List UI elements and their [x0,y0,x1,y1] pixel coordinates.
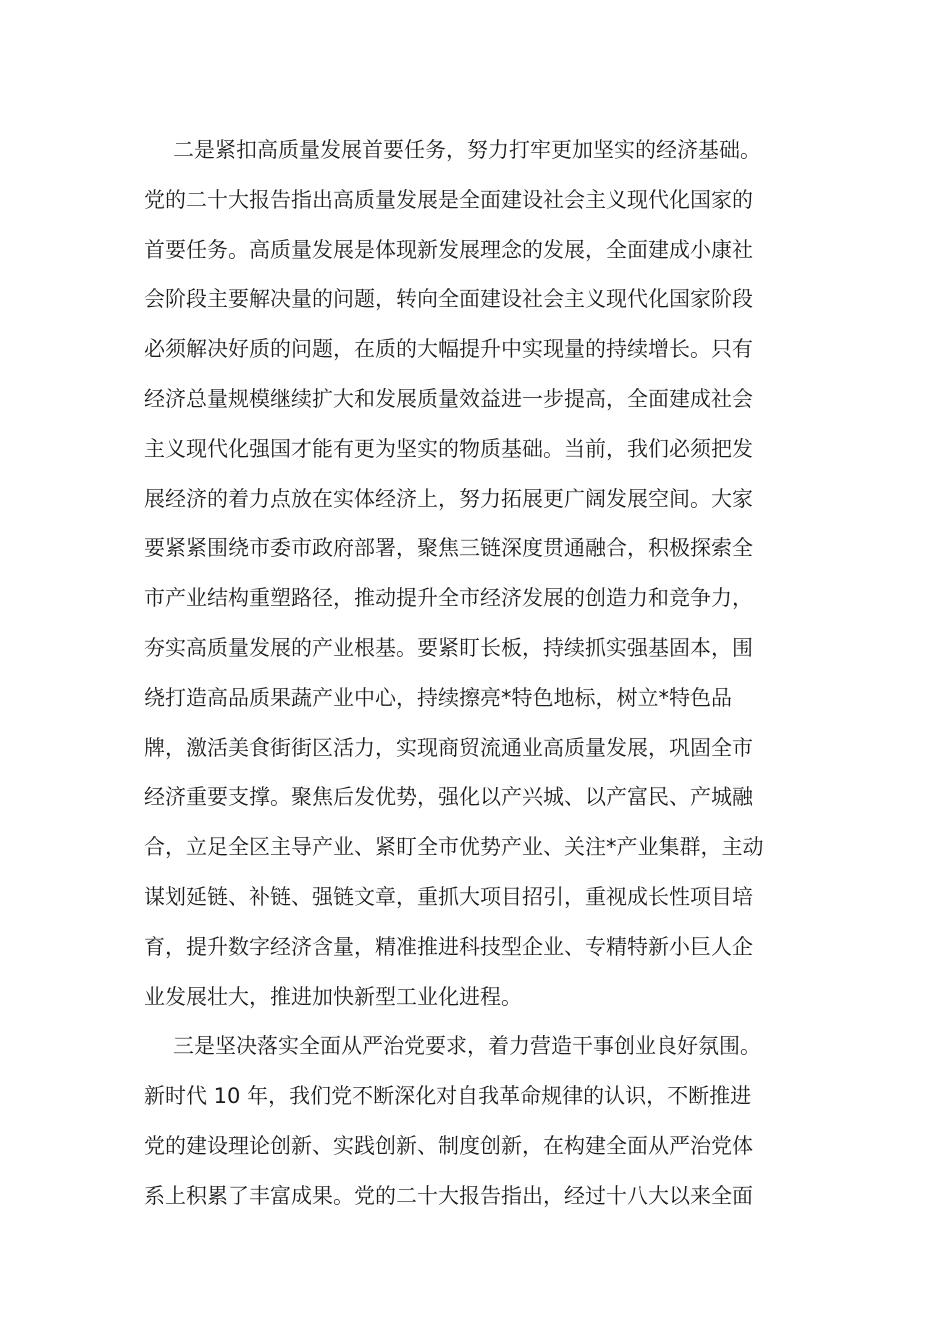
paragraph-line: 育，提升数字经济含量，精准推进科技型企业、专精特新小巨人企 [144,934,753,959]
paragraph-line: 二是紧扣高质量发展首要任务，努力打牢更加坚实的经济基础。 [173,138,761,162]
paragraph-line: 牌，激活美食街街区活力，实现商贸流通业高质量发展，巩固全市 [144,735,753,760]
paragraph-line: 业发展壮大，推进加快新型工业化进程。 [144,984,522,1009]
paragraph-line: 会阶段主要解决量的问题，转向全面建设社会主义现代化国家阶段 [144,287,753,312]
paragraph-line: 三是坚决落实全面从严治党要求，着力营造干事创业良好氛围。 [173,1034,761,1059]
paragraph-high-quality-development [144,126,808,1022]
paragraph-line: 夯实高质量发展的产业根基。要紧盯长板，持续抓实强基固本，围 [144,635,753,660]
paragraph-line: 展经济的着力点放在实体经济上，努力拓展更广阔发展空间。大家 [144,486,753,511]
paragraph-line: 绕打造高品质果蔬产业中心，持续擦亮*特色地标，树立*特色品 [144,685,732,710]
paragraph-line: 市产业结构重塑路径，推动提升全市经济发展的创造力和竞争力， [144,586,753,611]
paragraph-line: 要紧紧围绕市委市政府部署，聚焦三链深度贯通融合，积极探索全 [144,536,753,561]
paragraph-line: 合，立足全区主导产业、紧盯全市优势产业、关注*产业集群，主动 [144,835,764,860]
paragraph-line: 新时代 10 年，我们党不断深化对自我革命规律的认识，不断推进 [144,1084,752,1109]
paragraph-line: 首要任务。高质量发展是体现新发展理念的发展，全面建成小康社 [144,237,753,262]
paragraph-line: 党的二十大报告指出高质量发展是全面建设社会主义现代化国家的 [144,187,753,212]
paragraph-line: 经济重要支撑。聚焦后发优势，强化以产兴城、以产富民、产城融 [144,785,753,810]
paragraph-line: 党的建设理论创新、实践创新、制度创新，在构建全面从严治党体 [144,1133,753,1158]
paragraph-line: 谋划延链、补链、强链文章，重抓大项目招引，重视成长性项目培 [144,884,753,909]
paragraph-party-governance [144,1022,808,1221]
paragraph-line: 系上积累了丰富成果。党的二十大报告指出，经过十八大以来全面 [144,1183,753,1208]
document-body [144,126,808,1222]
paragraph-line: 必须解决好质的问题，在质的大幅提升中实现量的持续增长。只有 [144,337,753,362]
paragraph-line: 经济总量规模继续扩大和发展质量效益进一步提高，全面建成社会 [144,386,753,411]
paragraph-line: 主义现代化强国才能有更为坚实的物质基础。当前，我们必须把发 [144,436,753,461]
